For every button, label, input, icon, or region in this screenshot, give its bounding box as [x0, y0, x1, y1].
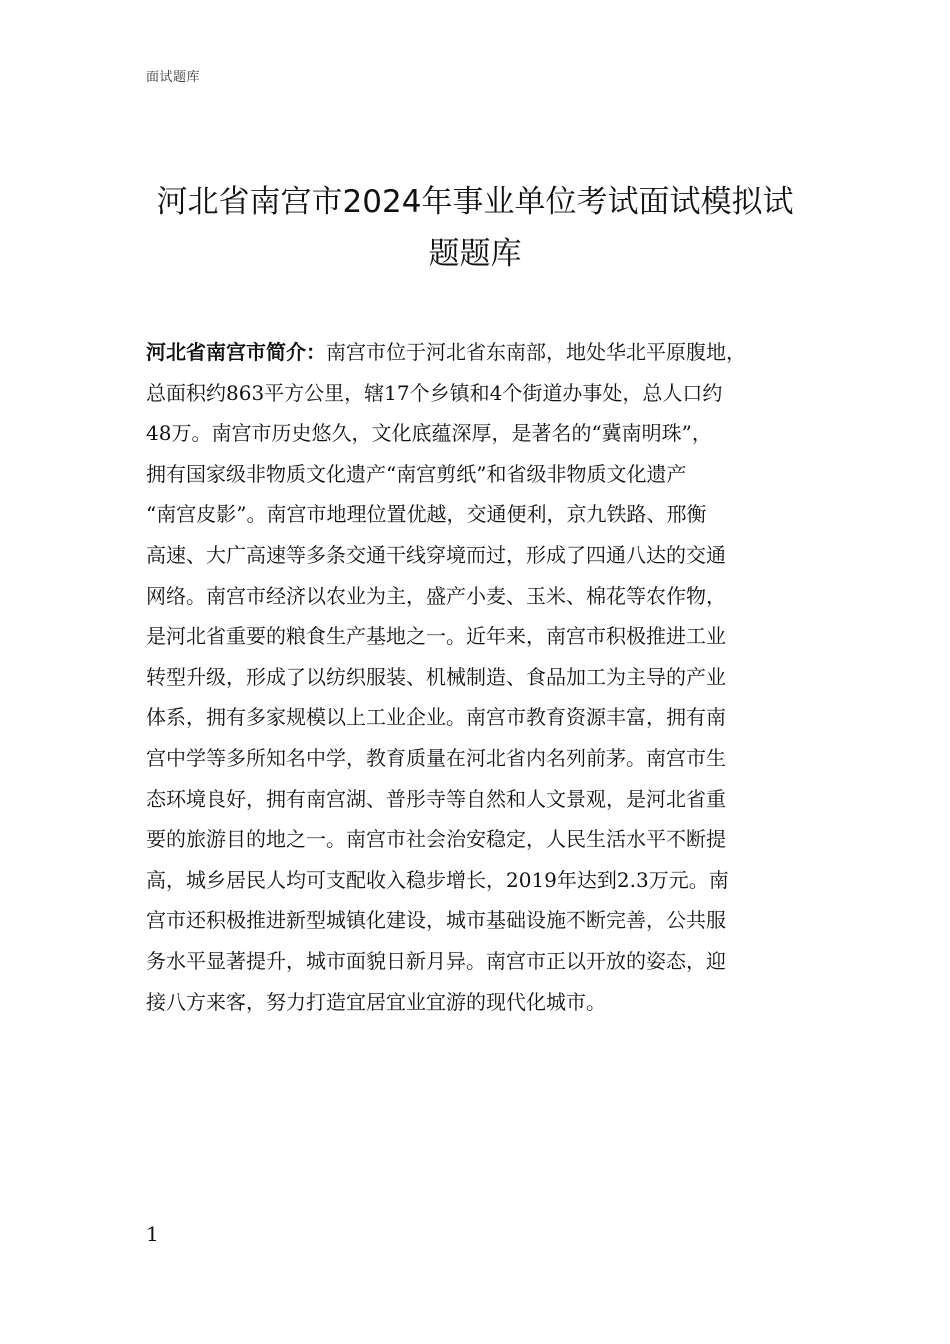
page-number: 1 [146, 1222, 159, 1246]
paragraph-line: 务水平显著提升，城市面貌日新月异。南宫市正以开放的姿态，迎 [146, 948, 726, 973]
paragraph-line: 体系，拥有多家规模以上工业企业。南宫市教育资源丰富，拥有南 [146, 705, 726, 730]
running-header: 面试题库 [146, 70, 201, 85]
paragraph-line: 高，城乡居民人均可支配收入稳步增长，2019年达到2.3万元。南 [146, 867, 729, 892]
paragraph-line-text: 南宫市位于河北省东南部，地处华北平原腹地， [326, 340, 746, 364]
paragraph-line: 48万。南宫市历史悠久，文化底蕴深厚，是著名的“冀南明珠”， [146, 421, 712, 446]
paragraph-line: 宫中学等多所知名中学，教育质量在河北省内名列前茅。南宫市生 [146, 745, 726, 770]
title-line-2: 题题库 [428, 236, 522, 272]
paragraph-line: 拥有国家级非物质文化遗产“南宫剪纸”和省级非物质文化遗产 [146, 461, 687, 486]
paragraph-line: “南宫皮影”。南宫市地理位置优越，交通便利，京九铁路、邢衡 [146, 502, 707, 527]
title-line-1: 河北省南宫市2024年事业单位考试面试模拟试 [156, 184, 794, 220]
paragraph-line [146, 332, 814, 373]
intro-lead: 河北省南宫市简介： [146, 340, 326, 364]
paragraph-line: 总面积约863平方公里，辖17个乡镇和4个街道办事处，总人口约 [146, 380, 723, 405]
paragraph-line: 宫市还积极推进新型城镇化建设，城市基础设施不断完善，公共服 [146, 908, 726, 933]
paragraph-line: 态环境良好，拥有南宫湖、普彤寺等自然和人文景观，是河北省重 [146, 786, 726, 811]
paragraph-line: 要的旅游目的地之一。南宫市社会治安稳定，人民生活水平不断提 [146, 827, 726, 852]
paragraph-line: 是河北省重要的粮食生产基地之一。近年来，南宫市积极推进工业 [146, 624, 726, 649]
paragraph-line: 高速、大广高速等多条交通干线穿境而过，形成了四通八达的交通 [146, 542, 726, 567]
paragraph-line: 网络。南宫市经济以农业为主，盛产小麦、玉米、棉花等农作物， [146, 583, 726, 608]
intro-paragraph [146, 332, 814, 1022]
document-title [100, 176, 850, 280]
paragraph-line: 转型升级，形成了以纺织服装、机械制造、食品加工为主导的产业 [146, 664, 726, 689]
paragraph-line: 接八方来客，努力打造宜居宜业宜游的现代化城市。 [146, 989, 606, 1014]
